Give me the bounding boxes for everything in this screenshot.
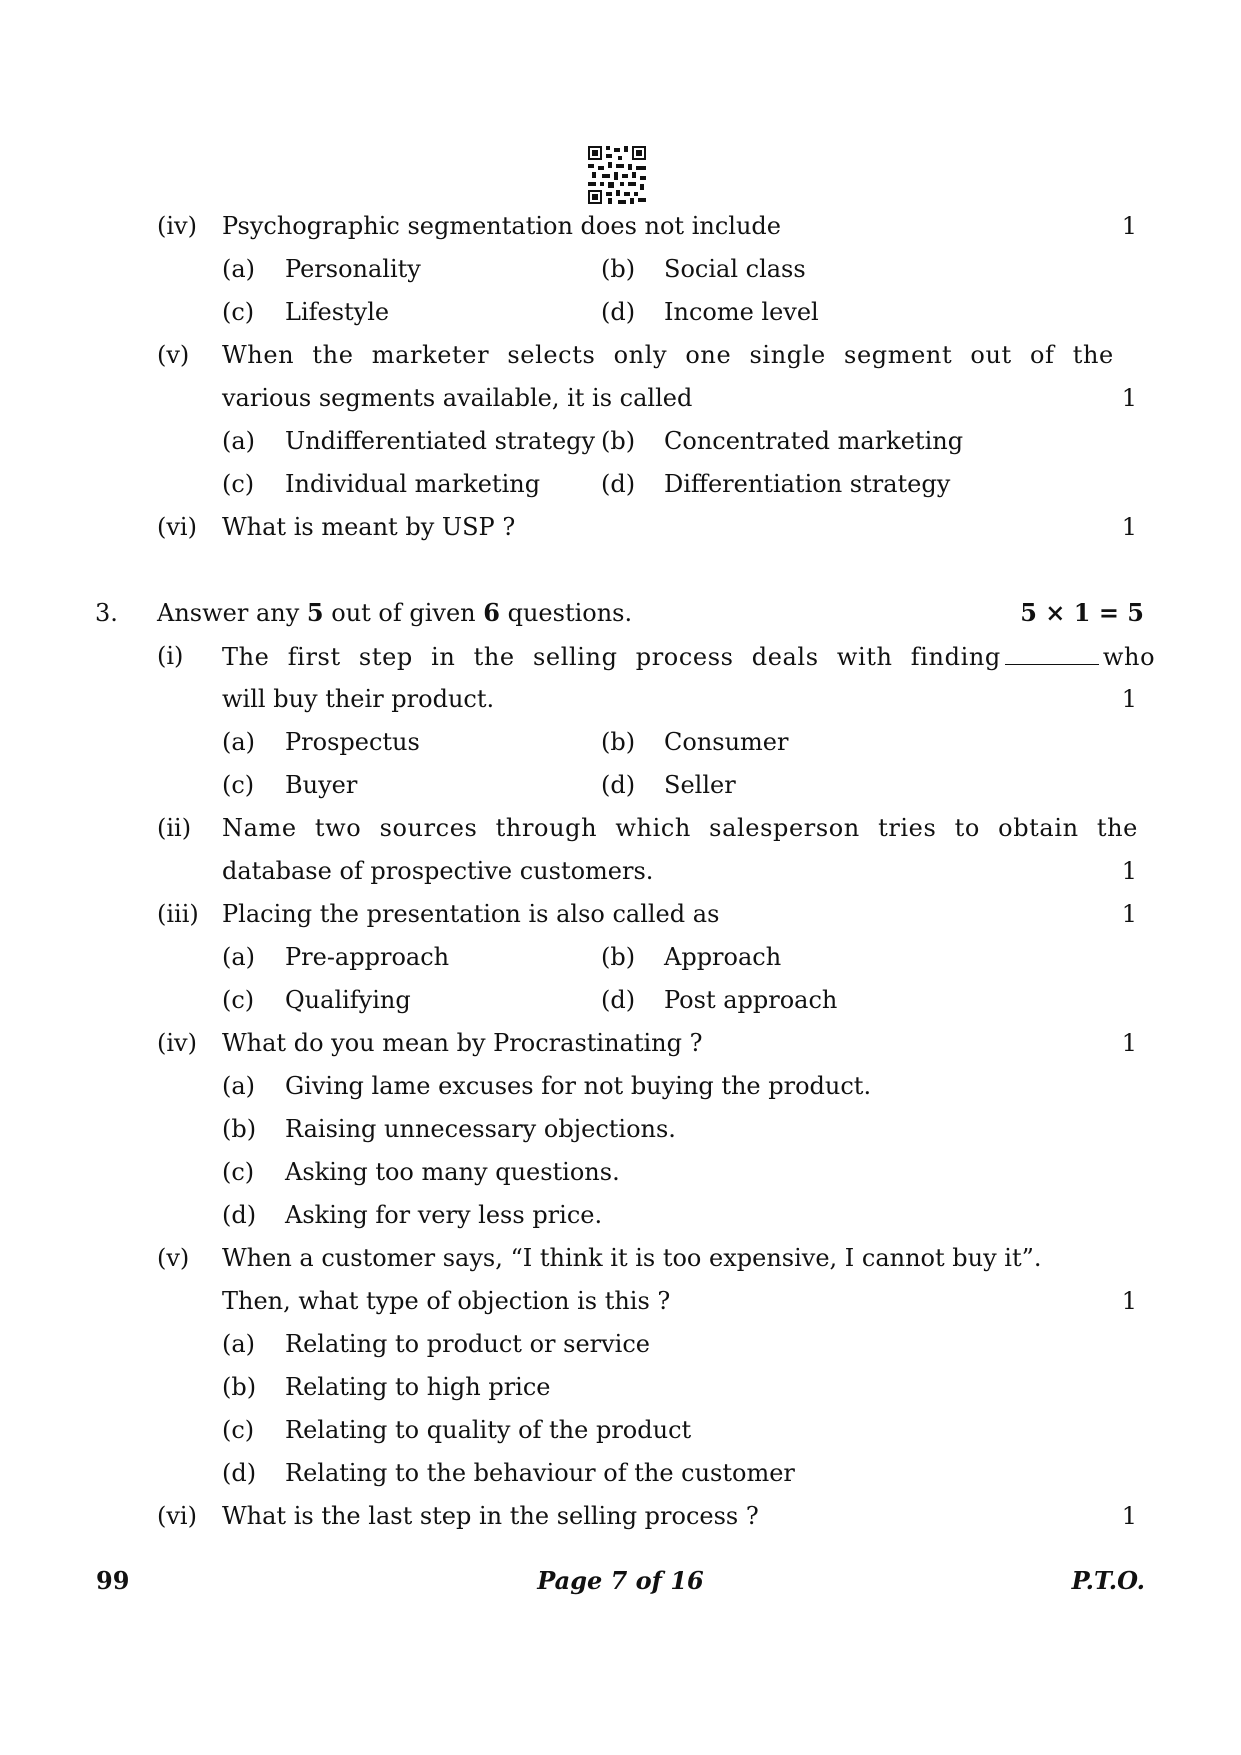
option-text: Giving lame excuses for not buying the product. [285,1072,872,1100]
option-row [0,980,1241,1020]
marks: 1 [1121,900,1137,928]
question-2-vi [0,507,1241,547]
marks: 1 [1121,513,1137,541]
marks: 1 [1121,1287,1137,1315]
option-row [0,292,1241,332]
option-label: (a) [222,427,256,455]
question-3-iv [0,1023,1241,1063]
option-label: (d) [601,470,636,498]
option-text: Lifestyle [285,298,390,326]
option-text: Relating to the behaviour of the customer [285,1459,795,1487]
option-text: Buyer [285,771,358,799]
fill-blank [1005,636,1099,665]
option-row [0,1195,1241,1235]
question-text: database of prospective customers. [222,857,654,885]
question-3-header [0,593,1241,633]
question-instruction: Answer any 5 out of given 6 questions. [157,598,633,627]
question-number: (vi) [157,513,197,541]
option-row [0,1152,1241,1192]
option-row [0,421,1241,461]
marks: 1 [1121,384,1137,412]
option-row [0,1324,1241,1364]
question-number: (v) [157,1244,190,1272]
question-2-iv [0,206,1241,246]
question-text: Psychographic segmentation does not include [222,212,781,240]
option-text: Asking too many questions. [285,1158,620,1186]
question-number: (v) [157,341,190,369]
question-text: When the marketer selects only one single segment out of the [222,341,1114,369]
marks: 1 [1121,857,1137,885]
option-text: Undifferentiated strategy [285,427,596,455]
option-text: Post approach [664,986,838,1014]
pto-label: P.T.O. [1071,1566,1145,1595]
question-text-continued [0,1281,1241,1321]
option-text: Raising unnecessary objections. [285,1115,676,1143]
question-text: Placing the presentation is also called as [222,900,720,928]
question-text: The first step in the selling process deals with finding who [222,636,1155,677]
option-label: (a) [222,1072,256,1100]
option-text: Pre-approach [285,943,450,971]
option-text: Income level [664,298,819,326]
option-row [0,464,1241,504]
page-footer [0,1561,1241,1601]
option-text: Differentiation strategy [664,470,951,498]
option-row [0,1367,1241,1407]
marks: 1 [1121,1502,1137,1530]
option-text: Prospectus [285,728,420,756]
option-text: Approach [664,943,782,971]
option-row [0,1453,1241,1493]
option-text: Relating to product or service [285,1330,650,1358]
option-label: (c) [222,298,255,326]
question-number: (iv) [157,212,197,240]
option-text: Seller [664,771,736,799]
question-number: (vi) [157,1502,197,1530]
question-text: What is meant by USP ? [222,513,516,541]
option-label: (d) [601,298,636,326]
marks: 5 × 1 = 5 [1020,598,1144,627]
option-label: (b) [601,943,636,971]
option-label: (c) [222,470,255,498]
question-text: What do you mean by Procrastinating ? [222,1029,703,1057]
option-text: Relating to high price [285,1373,551,1401]
option-label: (c) [222,1158,255,1186]
option-row [0,765,1241,805]
question-3-iii [0,894,1241,934]
option-text: Qualifying [285,986,411,1014]
question-text-continued [0,679,1241,719]
option-row [0,1109,1241,1149]
question-2-v [0,335,1241,375]
paper-code: 99 [96,1566,130,1595]
option-label: (b) [222,1373,257,1401]
question-number: 3. [95,599,118,627]
option-text: Concentrated marketing [664,427,964,455]
question-3-v [0,1238,1241,1278]
question-text: will buy their product. [222,685,495,713]
option-row [0,722,1241,762]
marks: 1 [1121,212,1137,240]
option-label: (c) [222,771,255,799]
option-label: (a) [222,943,256,971]
question-text: various segments available, it is called [222,384,693,412]
option-label: (a) [222,728,256,756]
option-label: (d) [601,771,636,799]
marks: 1 [1121,685,1137,713]
question-number: (i) [157,642,184,670]
option-row [0,1410,1241,1450]
question-number: (iv) [157,1029,197,1057]
question-text-continued [0,378,1241,418]
question-3-vi [0,1496,1241,1536]
option-row [0,937,1241,977]
option-row [0,249,1241,289]
option-label: (b) [601,427,636,455]
question-text: Then, what type of objection is this ? [222,1287,671,1315]
option-label: (b) [222,1115,257,1143]
question-text: What is the last step in the selling process ? [222,1502,759,1530]
option-text: Social class [664,255,806,283]
option-label: (d) [222,1459,257,1487]
option-row [0,1066,1241,1106]
option-text: Individual marketing [285,470,541,498]
option-label: (a) [222,255,256,283]
question-3-ii [0,808,1241,848]
question-number: (iii) [157,900,199,928]
option-label: (a) [222,1330,256,1358]
option-label: (b) [601,728,636,756]
option-label: (c) [222,986,255,1014]
qr-code [588,146,646,204]
question-text-continued [0,851,1241,891]
page-number: Page 7 of 16 [537,1566,704,1595]
option-text: Personality [285,255,421,283]
option-label: (d) [222,1201,257,1229]
question-text: When a customer says, “I think it is too expensive, I cannot buy it”. [222,1244,1042,1272]
option-text: Relating to quality of the product [285,1416,692,1444]
option-label: (d) [601,986,636,1014]
marks: 1 [1121,1029,1137,1057]
question-number: (ii) [157,814,192,842]
option-text: Consumer [664,728,789,756]
option-label: (b) [601,255,636,283]
question-3-i [0,636,1241,676]
option-label: (c) [222,1416,255,1444]
question-text: Name two sources through which salesperson tries to obtain the [222,814,1138,842]
option-text: Asking for very less price. [285,1201,603,1229]
